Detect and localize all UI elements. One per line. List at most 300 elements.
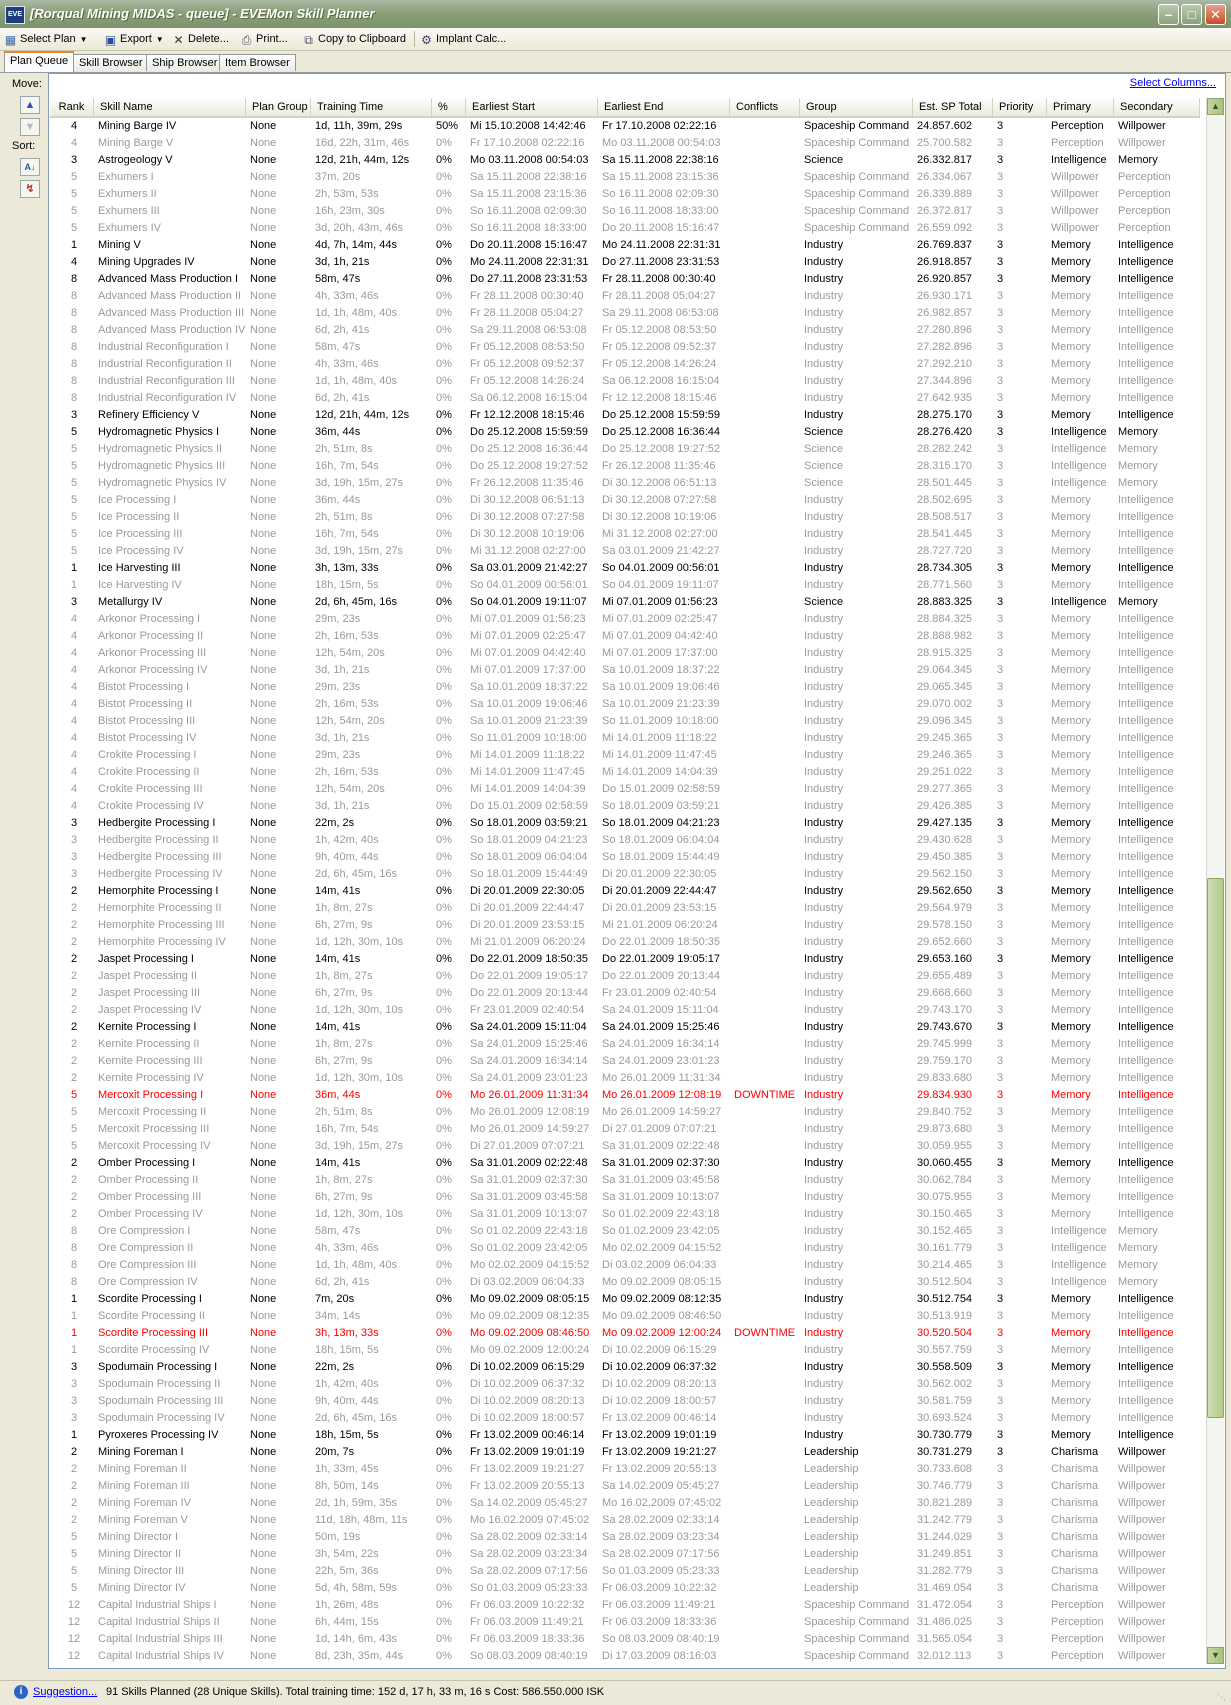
cell-percent: 0% — [436, 885, 452, 897]
column-header-plan-group[interactable]: Plan Group — [246, 98, 311, 116]
cell-priority: 3 — [997, 188, 1004, 200]
table-row[interactable] — [50, 526, 1200, 543]
cell-skill-name: Kernite Processing III — [98, 1055, 203, 1067]
cell-secondary: Willpower — [1118, 1480, 1166, 1492]
cell-rank: 4 — [70, 800, 78, 812]
sort-az-button[interactable] — [20, 158, 40, 176]
cell-skill-name: Jaspet Processing III — [98, 987, 201, 999]
cell-training-time: 2d, 6h, 45m, 16s — [315, 1412, 397, 1424]
cell-rank: 3 — [70, 1361, 78, 1373]
cell-earliest-end: Sa 31.01.2009 10:13:07 — [602, 1191, 720, 1203]
cell-primary: Memory — [1051, 613, 1091, 625]
table-row[interactable] — [50, 1189, 1200, 1206]
table-row[interactable] — [50, 883, 1200, 900]
cell-rank: 2 — [70, 1191, 78, 1203]
table-row[interactable] — [50, 475, 1200, 492]
table-row[interactable] — [50, 1393, 1200, 1410]
cell-group: Industry — [804, 681, 844, 693]
cell-plan-group: None — [250, 273, 277, 285]
table-row[interactable] — [50, 1070, 1200, 1087]
table-row[interactable] — [50, 1223, 1200, 1240]
table-row[interactable] — [50, 152, 1200, 169]
cell-training-time: 16d, 22h, 31m, 46s — [315, 137, 410, 149]
cell-plan-group: None — [250, 1276, 277, 1288]
cell-group: Industry — [804, 1038, 844, 1050]
table-row[interactable] — [50, 985, 1200, 1002]
cell-group: Spaceship Command — [804, 1616, 910, 1628]
table-row[interactable] — [50, 407, 1200, 424]
table-row[interactable] — [50, 1631, 1200, 1648]
table-row[interactable] — [50, 832, 1200, 849]
table-row[interactable] — [50, 458, 1200, 475]
column-header-group[interactable]: Group — [800, 98, 913, 116]
cell-rank: 8 — [70, 1259, 78, 1271]
table-row[interactable] — [50, 509, 1200, 526]
cell-skill-name: Industrial Reconfiguration II — [98, 358, 232, 370]
close-button[interactable] — [1205, 4, 1226, 25]
table-row[interactable] — [50, 390, 1200, 407]
table-row[interactable] — [50, 781, 1200, 798]
table-row[interactable] — [50, 118, 1200, 135]
cell-percent: 0% — [436, 511, 452, 523]
cell-skill-name: Ore Compression IV — [98, 1276, 198, 1288]
cell-percent: 0% — [436, 341, 452, 353]
cell-skill-name: Ore Compression III — [98, 1259, 197, 1271]
cell-earliest-start: Sa 28.02.2009 03:23:34 — [470, 1548, 588, 1560]
table-row[interactable] — [50, 322, 1200, 339]
table-row[interactable] — [50, 186, 1200, 203]
table-row[interactable] — [50, 1359, 1200, 1376]
cell-priority: 3 — [997, 1599, 1004, 1611]
cell-est-sp-total: 26.559.092 — [917, 222, 973, 234]
move-up-button[interactable] — [20, 96, 40, 114]
table-row[interactable] — [50, 356, 1200, 373]
suggestion-link[interactable]: Suggestion... — [33, 1686, 98, 1698]
table-row[interactable] — [50, 730, 1200, 747]
cell-training-time: 1h, 8m, 27s — [315, 1038, 373, 1050]
table-row[interactable] — [50, 611, 1200, 628]
table-row[interactable] — [50, 764, 1200, 781]
cell-priority: 3 — [997, 1463, 1004, 1475]
table-row[interactable] — [50, 1138, 1200, 1155]
cell-earliest-end: Do 15.01.2009 02:58:59 — [602, 783, 721, 795]
cell-secondary: Intelligence — [1118, 528, 1174, 540]
cell-training-time: 1d, 1h, 48m, 40s — [315, 375, 397, 387]
table-row[interactable] — [50, 1580, 1200, 1597]
cell-est-sp-total: 30.733.608 — [917, 1463, 973, 1475]
cell-skill-name: Arkonor Processing II — [98, 630, 204, 642]
cell-est-sp-total: 30.558.509 — [917, 1361, 973, 1373]
cell-plan-group: None — [250, 409, 277, 421]
table-row[interactable] — [50, 577, 1200, 594]
cell-primary: Charisma — [1051, 1480, 1099, 1492]
cell-priority: 3 — [997, 1582, 1004, 1594]
cell-group: Industry — [804, 630, 844, 642]
table-row[interactable] — [50, 798, 1200, 815]
cell-skill-name: Ice Processing IV — [98, 545, 184, 557]
cell-percent: 0% — [436, 1174, 452, 1186]
cell-plan-group: None — [250, 477, 277, 489]
delete-button[interactable]: ✕ Delete... — [173, 33, 229, 47]
cell-priority: 3 — [997, 800, 1004, 812]
table-row[interactable] — [50, 543, 1200, 560]
scroll-thumb[interactable] — [1207, 878, 1224, 1418]
export-button[interactable]: ▣ Export ▼ — [104, 33, 164, 47]
table-row[interactable] — [50, 339, 1200, 356]
column-header-percent[interactable]: % — [432, 98, 466, 116]
cell-plan-group: None — [250, 1259, 277, 1271]
column-header-est-sp-total[interactable]: Est. SP Total — [913, 98, 993, 116]
cell-rank: 4 — [70, 647, 78, 659]
cell-group: Industry — [804, 1412, 844, 1424]
cell-percent: 0% — [436, 375, 452, 387]
cell-conflicts: DOWNTIME — [734, 1327, 796, 1339]
cell-skill-name: Spodumain Processing I — [98, 1361, 218, 1373]
cell-plan-group: None — [250, 290, 277, 302]
cell-percent: 0% — [436, 1480, 452, 1492]
cell-primary: Memory — [1051, 494, 1091, 506]
table-row[interactable] — [50, 1019, 1200, 1036]
table-row[interactable] — [50, 1563, 1200, 1580]
table-row[interactable] — [50, 203, 1200, 220]
cell-plan-group: None — [250, 936, 277, 948]
cell-percent: 0% — [436, 1633, 452, 1645]
table-row[interactable] — [50, 594, 1200, 611]
cell-primary: Memory — [1051, 1293, 1091, 1305]
cell-earliest-start: Mi 14.01.2009 11:47:45 — [470, 766, 585, 778]
table-row[interactable] — [50, 1036, 1200, 1053]
print-button[interactable]: ⎙ Print... — [241, 33, 288, 47]
table-row[interactable] — [50, 1325, 1200, 1342]
cell-earliest-start: Sa 03.01.2009 21:42:27 — [470, 562, 588, 574]
cell-plan-group: None — [250, 392, 277, 404]
cell-percent: 0% — [436, 1242, 452, 1254]
table-row[interactable] — [50, 951, 1200, 968]
minimize-button[interactable] — [1158, 4, 1179, 25]
table-row[interactable] — [50, 1206, 1200, 1223]
cell-earliest-start: Sa 15.11.2008 23:15:36 — [470, 188, 587, 200]
table-row[interactable] — [50, 934, 1200, 951]
table-row[interactable] — [50, 747, 1200, 764]
cell-secondary: Memory — [1118, 426, 1158, 438]
table-row[interactable] — [50, 1308, 1200, 1325]
cell-rank: 3 — [70, 817, 78, 829]
cell-percent: 0% — [436, 1191, 452, 1203]
tab-item-browser[interactable]: Item Browser — [219, 54, 296, 71]
cell-secondary: Memory — [1118, 1259, 1158, 1271]
cell-est-sp-total: 29.427.135 — [917, 817, 973, 829]
cell-plan-group: None — [250, 953, 277, 965]
column-header-conflicts[interactable]: Conflicts — [730, 98, 800, 116]
table-row[interactable] — [50, 696, 1200, 713]
cell-group: Industry — [804, 1123, 844, 1135]
close-icon: ✕ — [1210, 7, 1221, 22]
maximize-button[interactable] — [1181, 4, 1202, 25]
cell-plan-group: None — [250, 1582, 277, 1594]
table-row[interactable] — [50, 441, 1200, 458]
cell-secondary: Intelligence — [1118, 290, 1174, 302]
table-row[interactable] — [50, 1427, 1200, 1444]
table-row[interactable] — [50, 373, 1200, 390]
cell-secondary: Intelligence — [1118, 936, 1174, 948]
cell-rank: 4 — [70, 749, 78, 761]
column-header-earliest-start[interactable]: Earliest Start — [466, 98, 598, 116]
sort-label: Sort: — [12, 140, 36, 152]
table-row[interactable] — [50, 917, 1200, 934]
table-row[interactable] — [50, 1121, 1200, 1138]
cell-percent: 0% — [436, 953, 452, 965]
column-header-rank[interactable]: Rank — [50, 98, 94, 116]
table-row[interactable] — [50, 815, 1200, 832]
cell-earliest-end: Sa 28.02.2009 07:17:56 — [602, 1548, 720, 1560]
table-row[interactable] — [50, 1291, 1200, 1308]
cell-group: Industry — [804, 1378, 844, 1390]
tab-plan-queue[interactable]: Plan Queue — [4, 51, 74, 72]
cell-secondary: Perception — [1118, 171, 1171, 183]
table-row[interactable] — [50, 1342, 1200, 1359]
cell-plan-group: None — [250, 137, 277, 149]
table-row[interactable] — [50, 492, 1200, 509]
cell-earliest-end: Di 10.02.2009 18:00:57 — [602, 1395, 717, 1407]
cell-group: Industry — [804, 987, 844, 999]
cell-rank: 8 — [70, 341, 78, 353]
cell-rank: 8 — [70, 1276, 78, 1288]
cell-rank: 5 — [70, 460, 78, 472]
scroll-up-button[interactable] — [1207, 98, 1224, 115]
cell-plan-group: None — [250, 239, 277, 251]
table-row[interactable] — [50, 424, 1200, 441]
cell-primary: Memory — [1051, 1106, 1091, 1118]
cell-secondary: Memory — [1118, 1225, 1158, 1237]
skill-plan-list[interactable] — [50, 118, 1200, 1664]
table-row[interactable] — [50, 1529, 1200, 1546]
column-header-secondary[interactable]: Secondary — [1114, 98, 1200, 116]
table-row[interactable] — [50, 628, 1200, 645]
cell-earliest-end: Do 27.11.2008 23:31:53 — [602, 256, 720, 268]
table-row[interactable] — [50, 1648, 1200, 1664]
cell-earliest-end: Mi 07.01.2009 01:56:23 — [602, 596, 718, 608]
cell-percent: 0% — [436, 1225, 452, 1237]
cell-training-time: 1h, 42m, 40s — [315, 1378, 379, 1390]
cell-training-time: 2d, 6h, 45m, 16s — [315, 596, 397, 608]
cell-est-sp-total: 28.884.325 — [917, 613, 973, 625]
cell-training-time: 22m, 2s — [315, 1361, 355, 1373]
cell-earliest-start: So 01.03.2009 05:23:33 — [470, 1582, 588, 1594]
sort-priority-button[interactable] — [20, 180, 40, 198]
cell-percent: 0% — [436, 443, 452, 455]
cell-secondary: Intelligence — [1118, 681, 1174, 693]
cell-skill-name: Mercoxit Processing II — [98, 1106, 207, 1118]
cell-secondary: Intelligence — [1118, 579, 1174, 591]
cell-percent: 0% — [436, 239, 452, 251]
cell-plan-group: None — [250, 1616, 277, 1628]
cell-group: Leadership — [804, 1565, 859, 1577]
cell-secondary: Intelligence — [1118, 1089, 1174, 1101]
cell-rank: 2 — [70, 1038, 78, 1050]
table-row[interactable] — [50, 1104, 1200, 1121]
table-row[interactable] — [50, 1002, 1200, 1019]
scroll-down-button[interactable] — [1207, 1647, 1224, 1664]
cell-training-time: 58m, 47s — [315, 341, 361, 353]
cell-secondary: Perception — [1118, 205, 1171, 217]
table-row[interactable] — [50, 169, 1200, 186]
cell-plan-group: None — [250, 1293, 277, 1305]
cell-earliest-start: Mo 09.02.2009 08:05:15 — [470, 1293, 590, 1305]
table-row[interactable] — [50, 560, 1200, 577]
cell-earliest-start: So 16.11.2008 02:09:30 — [470, 205, 587, 217]
column-header-skill-name[interactable]: Skill Name — [94, 98, 246, 116]
cell-plan-group: None — [250, 1106, 277, 1118]
cell-skill-name: Arkonor Processing III — [98, 647, 207, 659]
table-row[interactable] — [50, 900, 1200, 917]
column-header-priority[interactable]: Priority — [993, 98, 1047, 116]
cell-plan-group: None — [250, 375, 277, 387]
cell-est-sp-total: 27.344.896 — [917, 375, 973, 387]
cell-percent: 0% — [436, 154, 452, 166]
cell-priority: 3 — [997, 1106, 1004, 1118]
cell-rank: 2 — [70, 936, 78, 948]
cell-training-time: 5d, 4h, 58m, 59s — [315, 1582, 397, 1594]
cell-secondary: Intelligence — [1118, 1327, 1174, 1339]
vertical-scrollbar[interactable] — [1206, 98, 1224, 1664]
table-row[interactable] — [50, 1376, 1200, 1393]
cell-primary: Memory — [1051, 817, 1091, 829]
cell-rank: 5 — [70, 1106, 78, 1118]
cell-est-sp-total: 28.541.445 — [917, 528, 973, 540]
cell-plan-group: None — [250, 1633, 277, 1645]
cell-est-sp-total: 30.152.465 — [917, 1225, 973, 1237]
cell-training-time: 20m, 7s — [315, 1446, 355, 1458]
cell-priority: 3 — [997, 426, 1004, 438]
cell-primary: Memory — [1051, 1089, 1091, 1101]
table-row[interactable] — [50, 220, 1200, 237]
cell-priority: 3 — [997, 1021, 1004, 1033]
table-row[interactable] — [50, 713, 1200, 730]
cell-plan-group: None — [250, 188, 277, 200]
move-down-button[interactable] — [20, 118, 40, 136]
cell-primary: Perception — [1051, 1599, 1104, 1611]
implant-icon: ⚙ — [421, 33, 432, 47]
cell-rank: 4 — [70, 137, 78, 149]
cell-skill-name: Advanced Mass Production II — [98, 290, 242, 302]
cell-plan-group: None — [250, 562, 277, 574]
table-row[interactable] — [50, 662, 1200, 679]
cell-est-sp-total: 30.512.504 — [917, 1276, 973, 1288]
table-row[interactable] — [50, 1172, 1200, 1189]
cell-primary: Intelligence — [1051, 154, 1107, 166]
table-row[interactable] — [50, 1614, 1200, 1631]
cell-primary: Memory — [1051, 307, 1091, 319]
table-row[interactable] — [50, 1597, 1200, 1614]
cell-earliest-end: So 18.01.2009 15:44:49 — [602, 851, 720, 863]
cell-earliest-end: Sa 24.01.2009 15:11:04 — [602, 1004, 719, 1016]
cell-percent: 0% — [436, 1157, 452, 1169]
cell-plan-group: None — [250, 1514, 277, 1526]
cell-skill-name: Scordite Processing I — [98, 1293, 202, 1305]
table-row[interactable] — [50, 1461, 1200, 1478]
cell-earliest-start: Mi 14.01.2009 14:04:39 — [470, 783, 586, 795]
cell-skill-name: Bistot Processing III — [98, 715, 196, 727]
table-row[interactable] — [50, 135, 1200, 152]
cell-earliest-start: Di 30.12.2008 10:19:06 — [470, 528, 585, 540]
table-row[interactable] — [50, 1444, 1200, 1461]
table-row[interactable] — [50, 254, 1200, 271]
table-row[interactable] — [50, 288, 1200, 305]
table-row[interactable] — [50, 1240, 1200, 1257]
resize-grip-icon[interactable]: ⋱ — [1217, 1692, 1226, 1702]
column-header-primary[interactable]: Primary — [1047, 98, 1114, 116]
cell-secondary: Memory — [1118, 477, 1158, 489]
cell-plan-group: None — [250, 766, 277, 778]
table-row[interactable] — [50, 1478, 1200, 1495]
table-row[interactable] — [50, 237, 1200, 254]
cell-est-sp-total: 28.501.445 — [917, 477, 973, 489]
cell-group: Industry — [804, 1140, 844, 1152]
cell-skill-name: Hedbergite Processing II — [98, 834, 219, 846]
table-row[interactable] — [50, 1274, 1200, 1291]
cell-group: Industry — [804, 1259, 844, 1271]
tab-skill-browser[interactable]: Skill Browser — [73, 54, 149, 71]
cell-rank: 1 — [70, 1429, 78, 1441]
cell-primary: Memory — [1051, 579, 1091, 591]
cell-primary: Memory — [1051, 885, 1091, 897]
table-row[interactable] — [50, 1512, 1200, 1529]
cell-priority: 3 — [997, 1344, 1004, 1356]
table-row[interactable] — [50, 1087, 1200, 1104]
cell-priority: 3 — [997, 902, 1004, 914]
select-columns-link[interactable]: Select Columns... — [1129, 77, 1216, 89]
table-row[interactable] — [50, 645, 1200, 662]
column-header-earliest-end[interactable]: Earliest End — [598, 98, 730, 116]
copy-to-clipboard-button[interactable]: ⧉ Copy to Clipboard — [302, 31, 406, 47]
cell-skill-name: Mining Foreman I — [98, 1446, 184, 1458]
column-header-training-time[interactable]: Training Time — [311, 98, 432, 116]
cell-primary: Memory — [1051, 1038, 1091, 1050]
cell-group: Leadership — [804, 1497, 859, 1509]
table-row[interactable] — [50, 679, 1200, 696]
table-row[interactable] — [50, 1257, 1200, 1274]
cell-earliest-start: So 04.01.2009 19:11:07 — [470, 596, 587, 608]
table-row[interactable] — [50, 866, 1200, 883]
table-row[interactable] — [50, 305, 1200, 322]
cell-earliest-start: Mi 07.01.2009 17:37:00 — [470, 664, 586, 676]
cell-earliest-start: Do 22.01.2009 18:50:35 — [470, 953, 589, 965]
cell-group: Industry — [804, 800, 844, 812]
cell-rank: 2 — [70, 970, 78, 982]
cell-earliest-start: Fr 05.12.2008 08:53:50 — [470, 341, 585, 353]
cell-est-sp-total: 28.727.720 — [917, 545, 973, 557]
cell-primary: Intelligence — [1051, 1259, 1107, 1271]
table-row[interactable] — [50, 1410, 1200, 1427]
table-row[interactable] — [50, 968, 1200, 985]
table-row[interactable] — [50, 1053, 1200, 1070]
cell-earliest-start: Fr 13.02.2009 19:01:19 — [470, 1446, 585, 1458]
cell-secondary: Memory — [1118, 154, 1158, 166]
table-row[interactable] — [50, 1155, 1200, 1172]
toolbar — [0, 28, 1231, 51]
table-row[interactable] — [50, 849, 1200, 866]
table-row[interactable] — [50, 1546, 1200, 1563]
table-row[interactable] — [50, 271, 1200, 288]
select-plan-button[interactable]: ▦ Select Plan ▼ — [4, 33, 88, 47]
cell-est-sp-total: 30.746.779 — [917, 1480, 973, 1492]
cell-earliest-end: Fr 13.02.2009 00:46:14 — [602, 1412, 717, 1424]
implant-calc-button[interactable]: ⚙ Implant Calc... — [421, 33, 507, 47]
table-row[interactable] — [50, 1495, 1200, 1512]
cell-rank: 4 — [70, 256, 78, 268]
tab-ship-browser[interactable]: Ship Browser — [146, 54, 223, 71]
cell-group: Industry — [804, 1191, 844, 1203]
